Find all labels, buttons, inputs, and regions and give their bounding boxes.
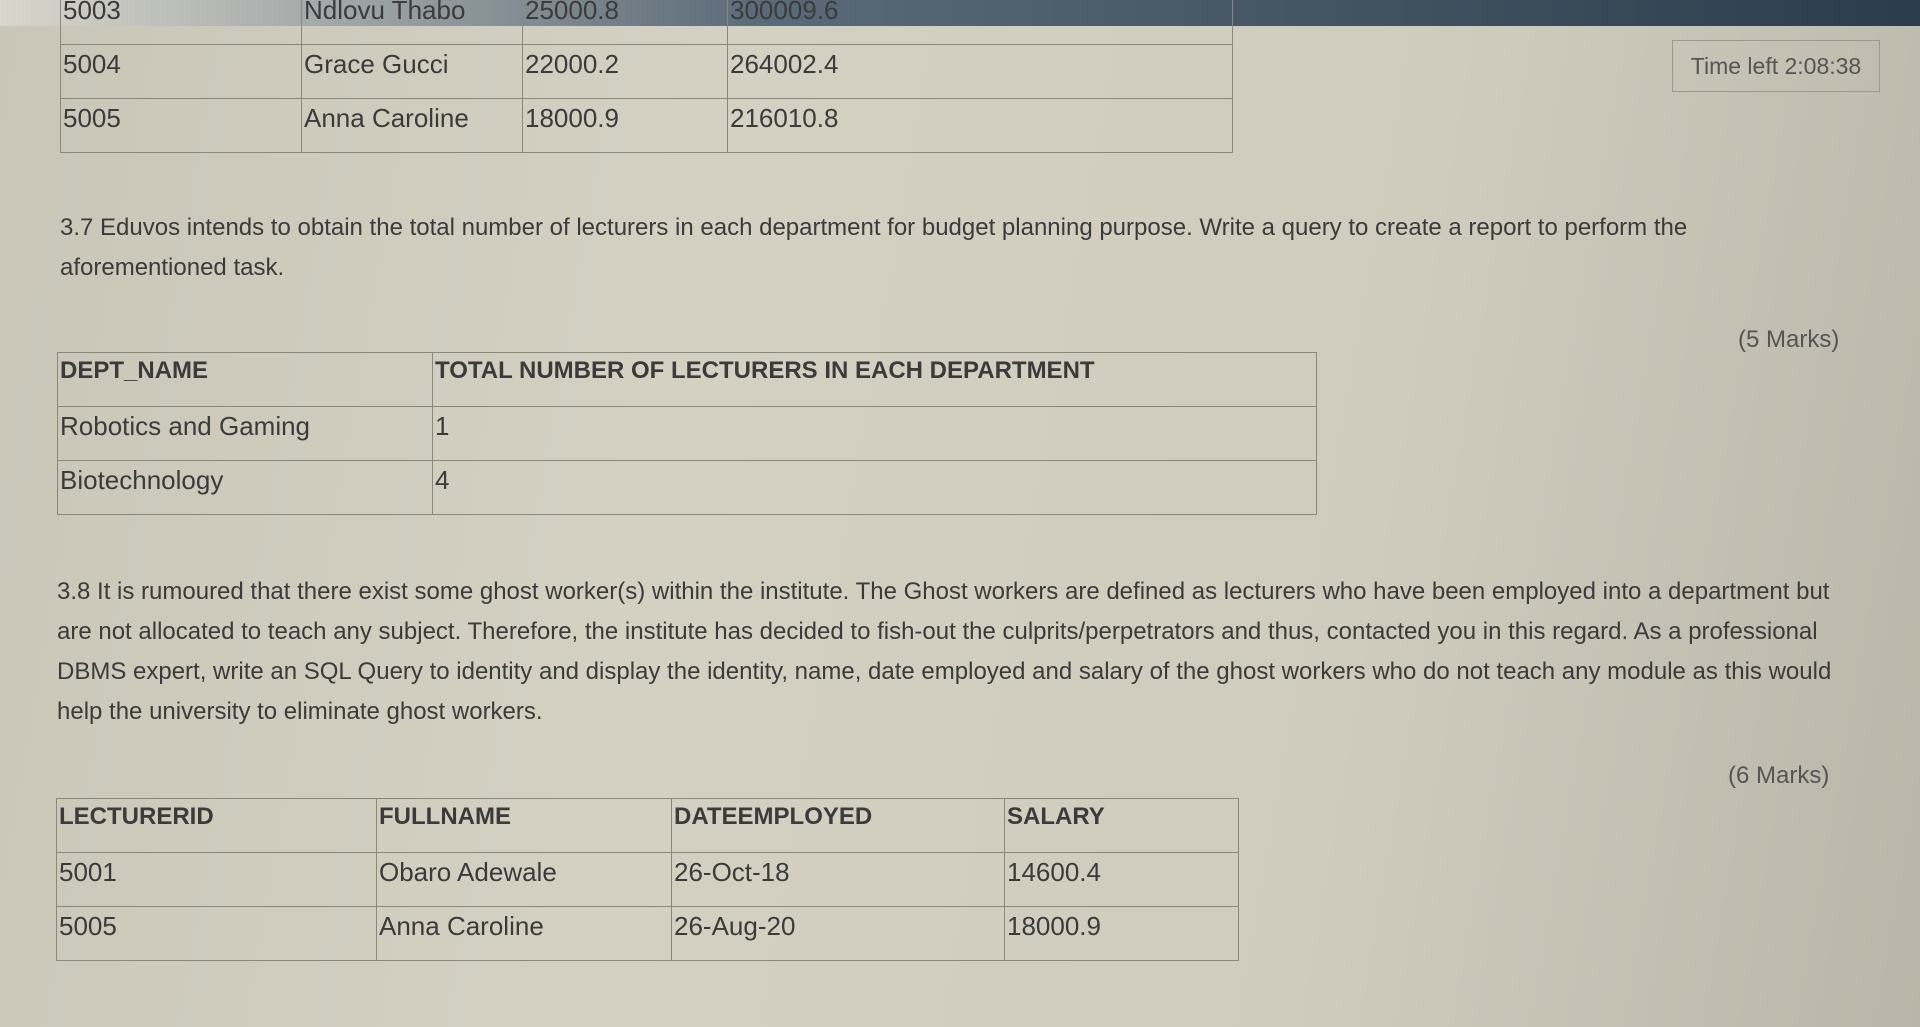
- table-cell: 5005: [57, 907, 377, 961]
- table-cell: 5005: [61, 99, 302, 153]
- table-cell: Obaro Adewale: [377, 853, 672, 907]
- table-cell: 25000.8: [523, 0, 728, 45]
- column-header: DEPT_NAME: [58, 353, 433, 407]
- table-cell: 5004: [61, 45, 302, 99]
- table-cell: Ndlovu Thabo: [302, 0, 523, 45]
- table-cell: 18000.9: [523, 99, 728, 153]
- table-row: [57, 907, 1239, 961]
- table-cell: 5001: [57, 853, 377, 907]
- question-3-7-marks: (5 Marks): [1738, 326, 1840, 353]
- question-3-8-marks: (6 Marks): [1728, 762, 1830, 789]
- table-row: [58, 461, 1317, 515]
- table-cell: 5003: [61, 0, 302, 45]
- lecturer-salary-table: [60, 0, 1233, 153]
- column-header: DATEEMPLOYED: [672, 799, 1005, 853]
- table-cell: 18000.9: [1005, 907, 1239, 961]
- table-cell: 26-Aug-20: [672, 907, 1005, 961]
- table-cell: 22000.2: [523, 45, 728, 99]
- table-cell: 300009.6: [728, 0, 1233, 45]
- table-row: [61, 0, 1233, 45]
- table-cell: 216010.8: [728, 99, 1233, 153]
- column-header: FULLNAME: [377, 799, 672, 853]
- table-cell: Anna Caroline: [377, 907, 672, 961]
- table-cell: 4: [433, 461, 1317, 515]
- table-cell: 1: [433, 407, 1317, 461]
- table-cell: 264002.4: [728, 45, 1233, 99]
- table-cell: Biotechnology: [58, 461, 433, 515]
- dept-lecturer-count-table: [57, 352, 1317, 515]
- column-header: SALARY: [1005, 799, 1239, 853]
- table-row: [57, 853, 1239, 907]
- table-cell: Grace Gucci: [302, 45, 523, 99]
- column-header: LECTURERID: [57, 799, 377, 853]
- ghost-workers-table: [56, 798, 1239, 961]
- table-row: [61, 45, 1233, 99]
- table-header-row: [57, 799, 1239, 853]
- time-left-timer: Time left 2:08:38: [1672, 40, 1880, 92]
- question-3-8-text: 3.8 It is rumoured that there exist some ghost worker(s) within the institute. The Ghost workers are defined as lecturers who have been employed into a department but are not allocated to teach any subject. Therefore, the institute has decided to fish-out the culprits/perpetrators and thus, contacted you in this regard. As a professional DBMS expert, write an SQL Query to identity and display the identity, name, date employed and salary of the ghost workers who do not teach any module as this would help the university to eliminate ghost workers.: [57, 578, 1832, 725]
- table-row: [58, 407, 1317, 461]
- table-cell: 26-Oct-18: [672, 853, 1005, 907]
- table-header-row: [58, 353, 1317, 407]
- table-cell: Anna Caroline: [302, 99, 523, 153]
- table-cell: Robotics and Gaming: [58, 407, 433, 461]
- table-cell: 14600.4: [1005, 853, 1239, 907]
- table-row: [61, 99, 1233, 153]
- question-3-7-text: 3.7 Eduvos intends to obtain the total number of lecturers in each department for budget planning purpose. Write a query to create a report to perform the aforementioned task.: [60, 214, 1688, 281]
- column-header: TOTAL NUMBER OF LECTURERS IN EACH DEPARTMENT: [433, 353, 1317, 407]
